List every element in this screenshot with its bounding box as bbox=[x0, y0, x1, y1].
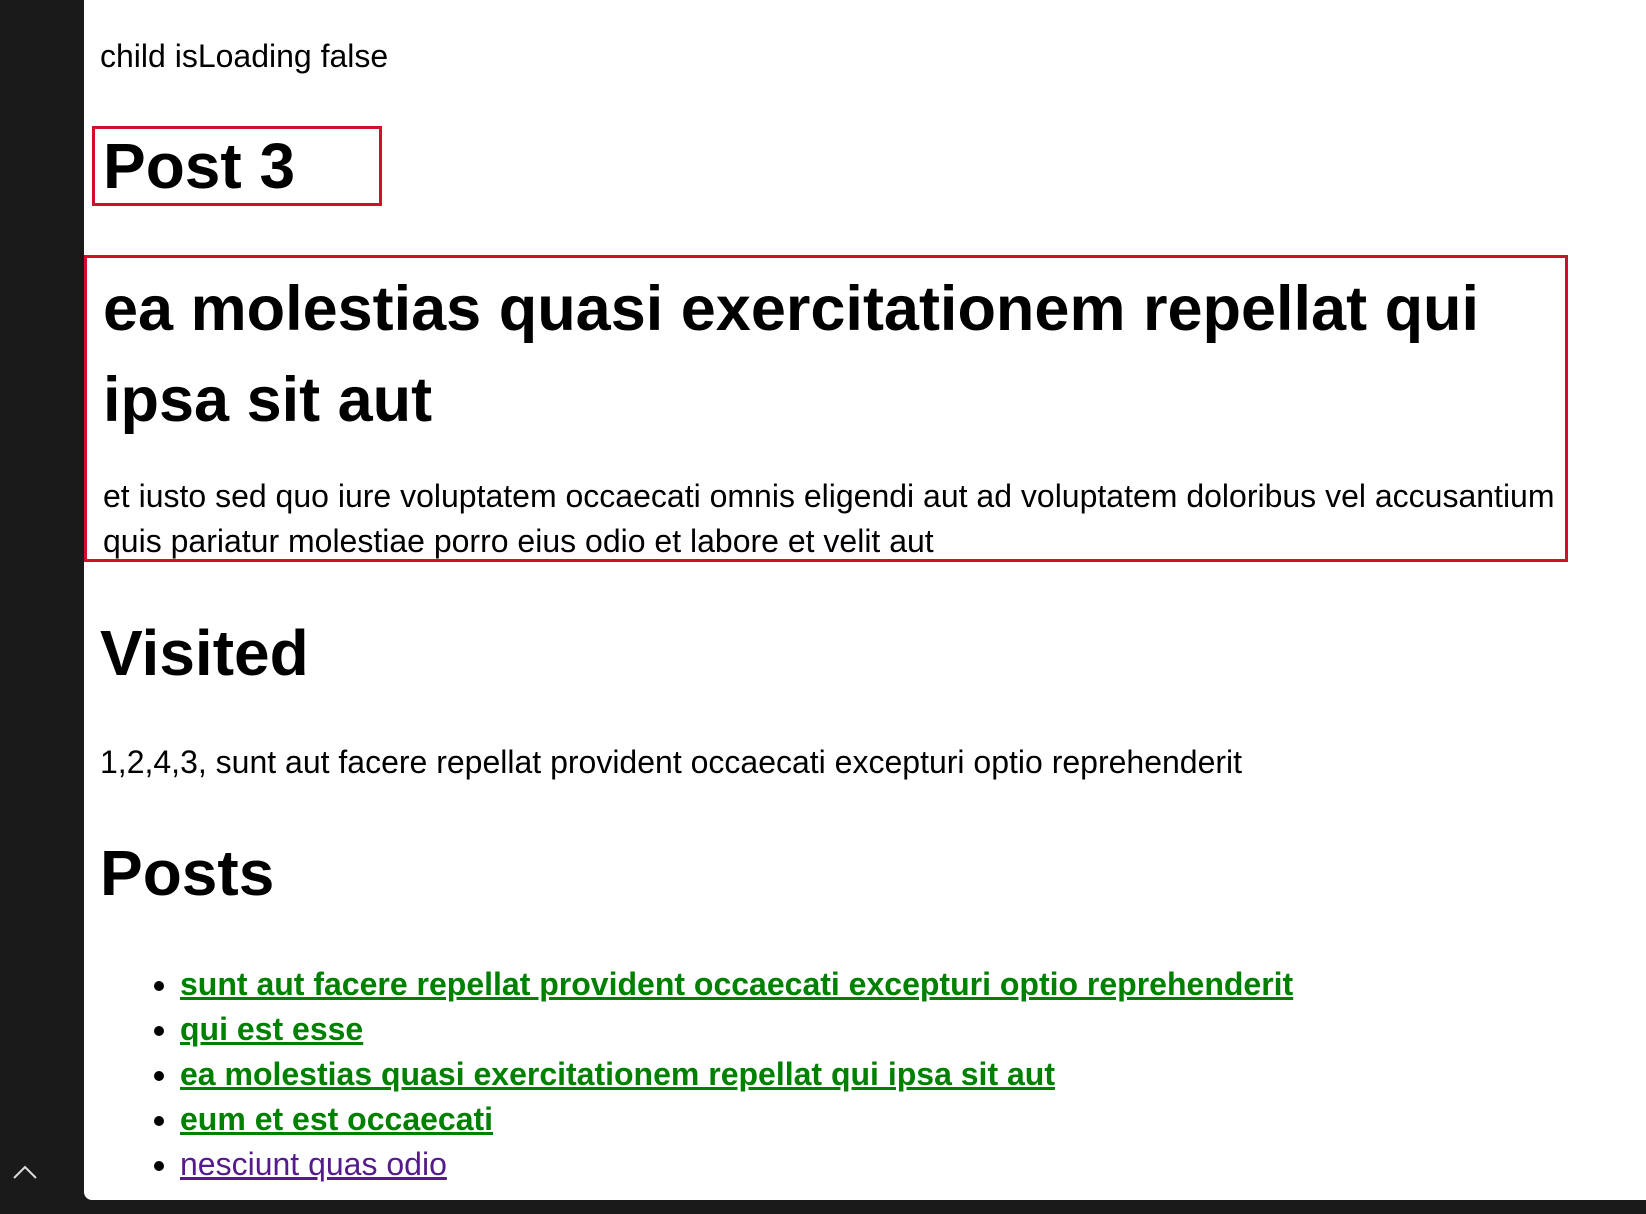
post-link-1[interactable]: sunt aut facere repellat provident occaecati excepturi optio reprehenderit bbox=[180, 966, 1294, 1002]
chevron-up-icon bbox=[12, 1164, 38, 1180]
visited-list-text: 1,2,4,3, sunt aut facere repellat provident occaecati excepturi optio reprehenderit bbox=[100, 744, 1243, 780]
bottom-strip bbox=[84, 1200, 1646, 1214]
posts-heading: Posts bbox=[100, 837, 275, 909]
post-detail-body: et iusto sed quo iure voluptatem occaecati omnis eligendi aut ad voluptatem doloribus vel accusantium quis pariatur molestiae porro eius odio et labore et velit aut bbox=[103, 478, 1555, 559]
list-item bbox=[180, 1052, 1293, 1097]
loading-status-text: child isLoading false bbox=[100, 38, 389, 74]
list-item bbox=[180, 962, 1293, 1007]
list-item bbox=[180, 1097, 1293, 1142]
post-detail-heading: ea molestias quasi exercitationem repellat qui ipsa sit aut bbox=[103, 274, 1480, 435]
post-link-5[interactable]: nesciunt quas odio bbox=[180, 1146, 447, 1182]
left-gutter bbox=[0, 0, 84, 1214]
list-item bbox=[180, 1142, 1293, 1187]
post-detail-highlighted bbox=[84, 255, 1568, 562]
post-link-2[interactable]: qui est esse bbox=[180, 1011, 364, 1047]
visited-heading: Visited bbox=[100, 617, 309, 689]
list-item bbox=[180, 1007, 1293, 1052]
posts-list bbox=[100, 962, 1293, 1187]
post-link-4[interactable]: eum et est occaecati bbox=[180, 1101, 494, 1137]
scroll-to-top-button[interactable] bbox=[0, 1152, 50, 1192]
post-title-highlighted: Post 3 bbox=[92, 126, 382, 206]
post-link-3[interactable]: ea molestias quasi exercitationem repellat qui ipsa sit aut bbox=[180, 1056, 1055, 1092]
page-content-area bbox=[84, 0, 1646, 1200]
